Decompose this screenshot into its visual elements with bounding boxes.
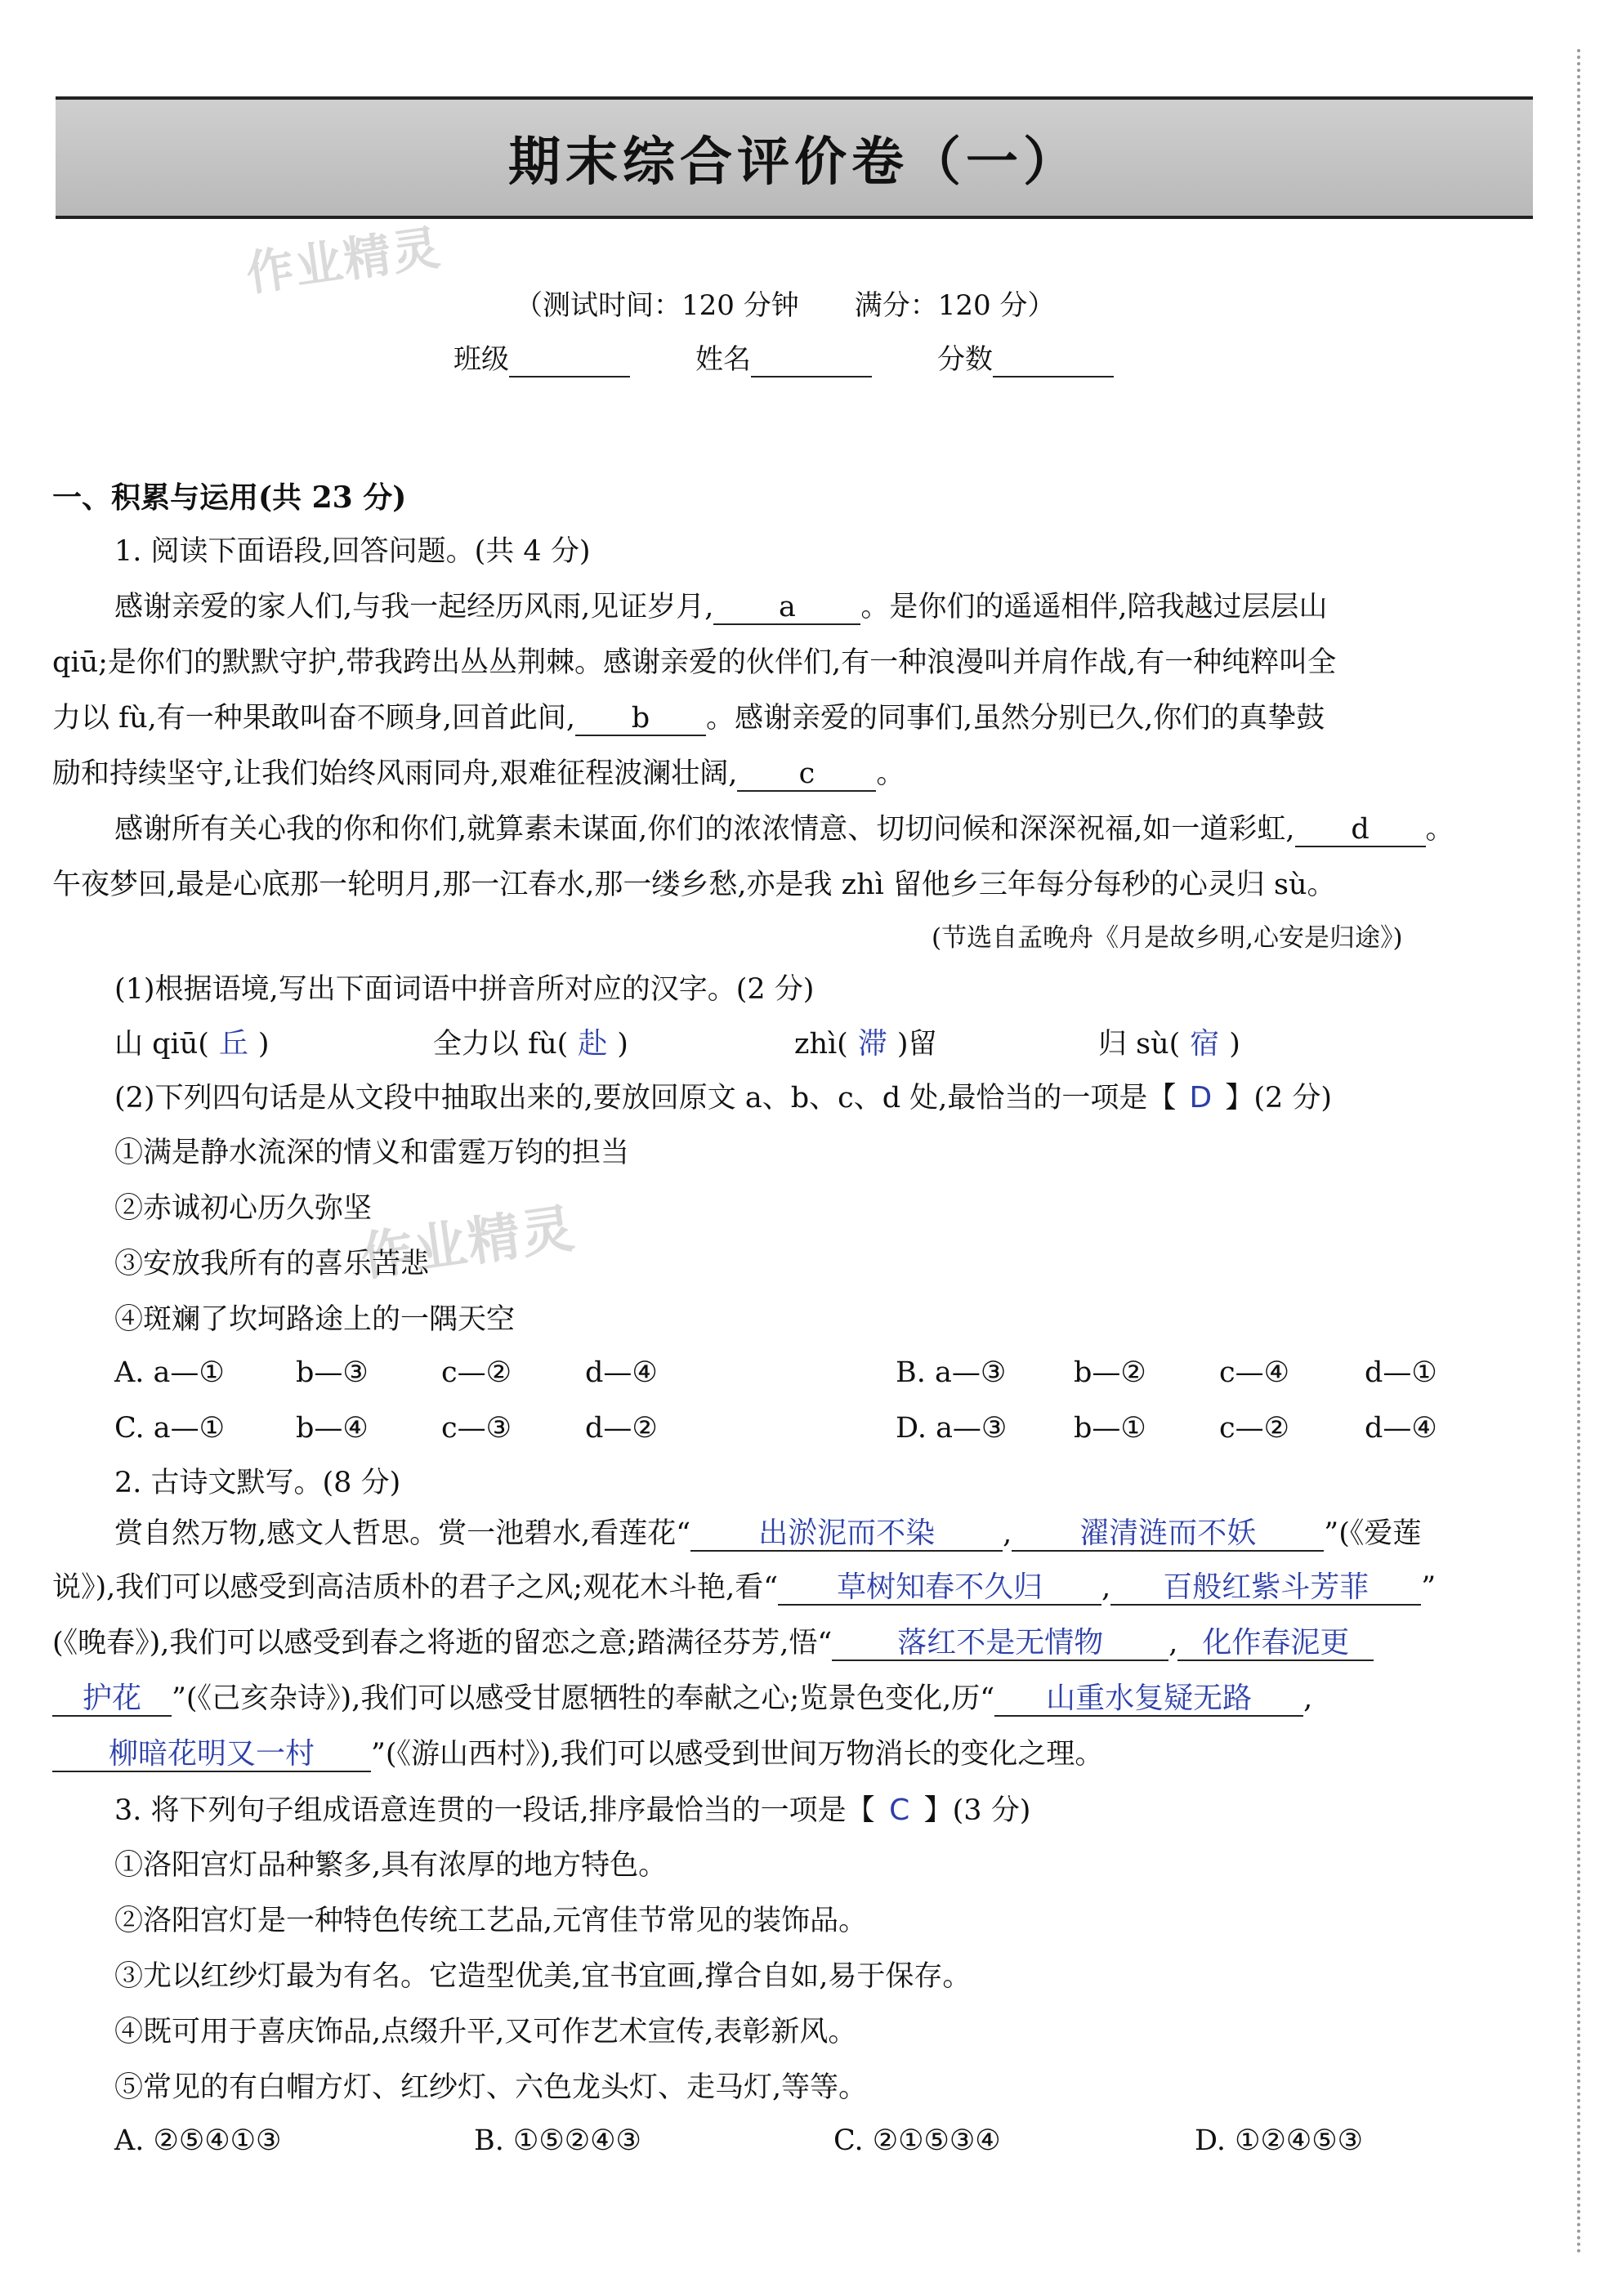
q1-para1-line1: 感谢亲爱的家人们,与我一起经历风雨,见证岁月, a 。是你们的遥遥相伴,陪我越过层层山 — [114, 590, 1328, 625]
answer-su: 宿 — [1190, 1027, 1220, 1061]
q1-para2-line1: 感谢所有关心我的你和你们,就算素未谋面,你们的浓浓情意、切切问候和深深祝福,如一道彩虹, d 。 — [114, 812, 1454, 847]
q3-prompt: 3. 将下列句子组成语意连贯的一段话,排序最恰当的一项是【 C 】(3 分) — [114, 1793, 1031, 1827]
q1-sub1-item-3: zhì( 滞 )留 — [794, 1027, 937, 1061]
q3-option-b: B. ①⑤②④③ — [474, 2124, 641, 2157]
answer-q1-2: D — [1189, 1081, 1213, 1114]
option-d-1: D. a—③ — [896, 1412, 1008, 1445]
q2-line5: 柳暗花明又一村 ”(《游山西村》),我们可以感受到世间万物消长的变化之理。 — [52, 1737, 1103, 1772]
option-c-4: d—② — [585, 1412, 658, 1445]
q1-title: 1. 阅读下面语段,回答问题。(共 4 分) — [114, 535, 591, 568]
q2-line4: 护花 ”(《己亥杂诗》),我们可以感受甘愿牺牲的奉献之心;览景色变化,历“ 山重水复疑无路 , — [52, 1682, 1312, 1717]
watermark-middle: 作业精灵 — [356, 1198, 579, 1289]
name-field[interactable] — [751, 344, 872, 377]
q3-option-d: D. ①②④⑤③ — [1195, 2124, 1363, 2157]
option-a-3: c—② — [441, 1356, 512, 1389]
q1-sentence-1: ①满是静水流深的情义和雷霆万钧的担当 — [114, 1137, 630, 1169]
perforation-line — [1577, 49, 1580, 2255]
answer-poem-6-cont: 护花 — [82, 1682, 141, 1715]
answer-poem-8: 柳暗花明又一村 — [108, 1737, 315, 1771]
score-field[interactable] — [993, 344, 1114, 377]
answer-poem-3: 草树知春不久归 — [837, 1570, 1043, 1604]
blank-a: a — [713, 591, 860, 625]
score-label: 分数 — [937, 343, 993, 376]
q3-sentence-1: ①洛阳宫灯品种繁多,具有浓厚的地方特色。 — [114, 1849, 668, 1882]
q1-para1-line2: qiū;是你们的默默守护,带我跨出丛丛荆棘。感谢亲爱的伙伴们,有一种浪漫叫并肩作战,有一种纯粹叫全 — [52, 646, 1337, 679]
option-c-1: C. a—① — [114, 1412, 226, 1445]
option-a-4: d—④ — [585, 1356, 658, 1389]
q2-line3: (《晚春》),我们可以感受到春之将逝的留恋之意;踏满径芬芳,悟“ 落红不是无情物 , 化作春泥更 — [52, 1626, 1374, 1661]
class-label: 班级 — [454, 343, 509, 376]
q1-sub1-item-4: 归 sù( 宿 ) — [1098, 1027, 1240, 1061]
answer-poem-5: 落红不是无情物 — [897, 1626, 1104, 1659]
option-b-1: B. a—③ — [896, 1356, 1007, 1389]
answer-poem-1: 出淤泥而不染 — [758, 1517, 936, 1550]
option-c-3: c—③ — [441, 1412, 512, 1445]
q1-sentence-4: ④斑斓了坎坷路途上的一隅天空 — [114, 1303, 516, 1336]
q3-sentence-2: ②洛阳宫灯是一种特色传统工艺品,元宵佳节常见的装饰品。 — [114, 1905, 868, 1937]
option-d-2: b—① — [1074, 1412, 1146, 1445]
section-heading: 一、积累与运用(共 23 分) — [52, 480, 407, 515]
q1-sentence-3: ③安放我所有的喜乐苦悲 — [114, 1248, 430, 1280]
q3-option-a: A. ②⑤④①③ — [114, 2124, 282, 2157]
option-d-3: c—② — [1219, 1412, 1289, 1445]
q2-line2: 说》),我们可以感受到高洁质朴的君子之风;观花木斗艳,看“ 草树知春不久归 , 百般红紫斗芳菲 ” — [52, 1570, 1436, 1606]
q1-sub1-item-1: 山 qiū( 丘 ) — [114, 1027, 270, 1061]
answer-qiu: 丘 — [218, 1027, 248, 1061]
answer-fu: 赴 — [578, 1027, 608, 1061]
option-b-2: b—② — [1074, 1356, 1146, 1389]
page-title: 期末综合评价卷（一） — [508, 132, 1080, 193]
answer-poem-7: 山重水复疑无路 — [1046, 1682, 1253, 1715]
blank-c: c — [737, 757, 876, 792]
q2-line1: 赏自然万物,感文人哲思。赏一池碧水,看莲花“ 出淤泥而不染 , 濯清涟而不妖 ”(《爱莲 — [114, 1517, 1421, 1552]
q1-source: (节选自孟晚舟《月是故乡明,心安是归途》) — [932, 923, 1403, 953]
test-time-line: （测试时间：120 分钟 满分：120 分） — [515, 289, 1056, 322]
option-a-2: b—③ — [296, 1356, 369, 1389]
q3-option-c: C. ②①⑤③④ — [833, 2124, 1001, 2157]
title-banner — [56, 96, 1533, 219]
option-d-4: d—④ — [1365, 1412, 1437, 1445]
q1-sentence-2: ②赤诚初心历久弥坚 — [114, 1192, 373, 1225]
q2-title: 2. 古诗文默写。(8 分) — [114, 1467, 401, 1499]
class-field[interactable] — [509, 344, 630, 377]
q1-para1-line3: 力以 fù,有一种果敢叫奋不顾身,回首此间, b 。感谢亲爱的同事们,虽然分别已久,你们的真挚鼓 — [52, 701, 1325, 736]
q1-sub1-item-2: 全力以 fù( 赴 ) — [433, 1027, 628, 1061]
answer-zhi: 滞 — [857, 1027, 887, 1061]
q1-para1-line4: 励和持续坚守,让我们始终风雨同舟,艰难征程波澜壮阔, c 。 — [52, 757, 905, 792]
option-a-1: A. a—① — [114, 1356, 225, 1389]
blank-b: b — [575, 702, 706, 736]
answer-poem-6: 化作春泥更 — [1202, 1626, 1350, 1659]
watermark-top: 作业精灵 — [243, 219, 445, 302]
name-label: 姓名 — [695, 343, 751, 376]
answer-q3: C — [889, 1793, 910, 1827]
student-info-row — [454, 343, 1114, 377]
option-b-4: d—① — [1365, 1356, 1437, 1389]
answer-poem-4: 百般红紫斗芳菲 — [1163, 1570, 1369, 1604]
blank-d: d — [1295, 813, 1426, 847]
q1-sub1-prompt: (1)根据语境,写出下面词语中拼音所对应的汉字。(2 分) — [114, 973, 815, 1006]
q3-sentence-4: ④既可用于喜庆饰品,点缀升平,又可作艺术宣传,表彰新风。 — [114, 2016, 857, 2048]
q1-sub2-prompt: (2)下列四句话是从文段中抽取出来的,要放回原文 a、b、c、d 处,最恰当的一项是【 D 】(2 分) — [114, 1081, 1333, 1114]
q3-sentence-5: ⑤常见的有白帽方灯、红纱灯、六色龙头灯、走马灯,等等。 — [114, 2071, 868, 2104]
option-c-2: b—④ — [296, 1412, 369, 1445]
answer-poem-2: 濯清涟而不妖 — [1079, 1517, 1257, 1550]
q3-sentence-3: ③尤以红纱灯最为有名。它造型优美,宜书宜画,撑合自如,易于保存。 — [114, 1960, 972, 1993]
q1-para2-line2: 午夜梦回,最是心底那一轮明月,那一江春水,那一缕乡愁,亦是我 zhì 留他乡三年每分每秒的心灵归 sù。 — [52, 869, 1336, 901]
option-b-3: c—④ — [1219, 1356, 1289, 1389]
